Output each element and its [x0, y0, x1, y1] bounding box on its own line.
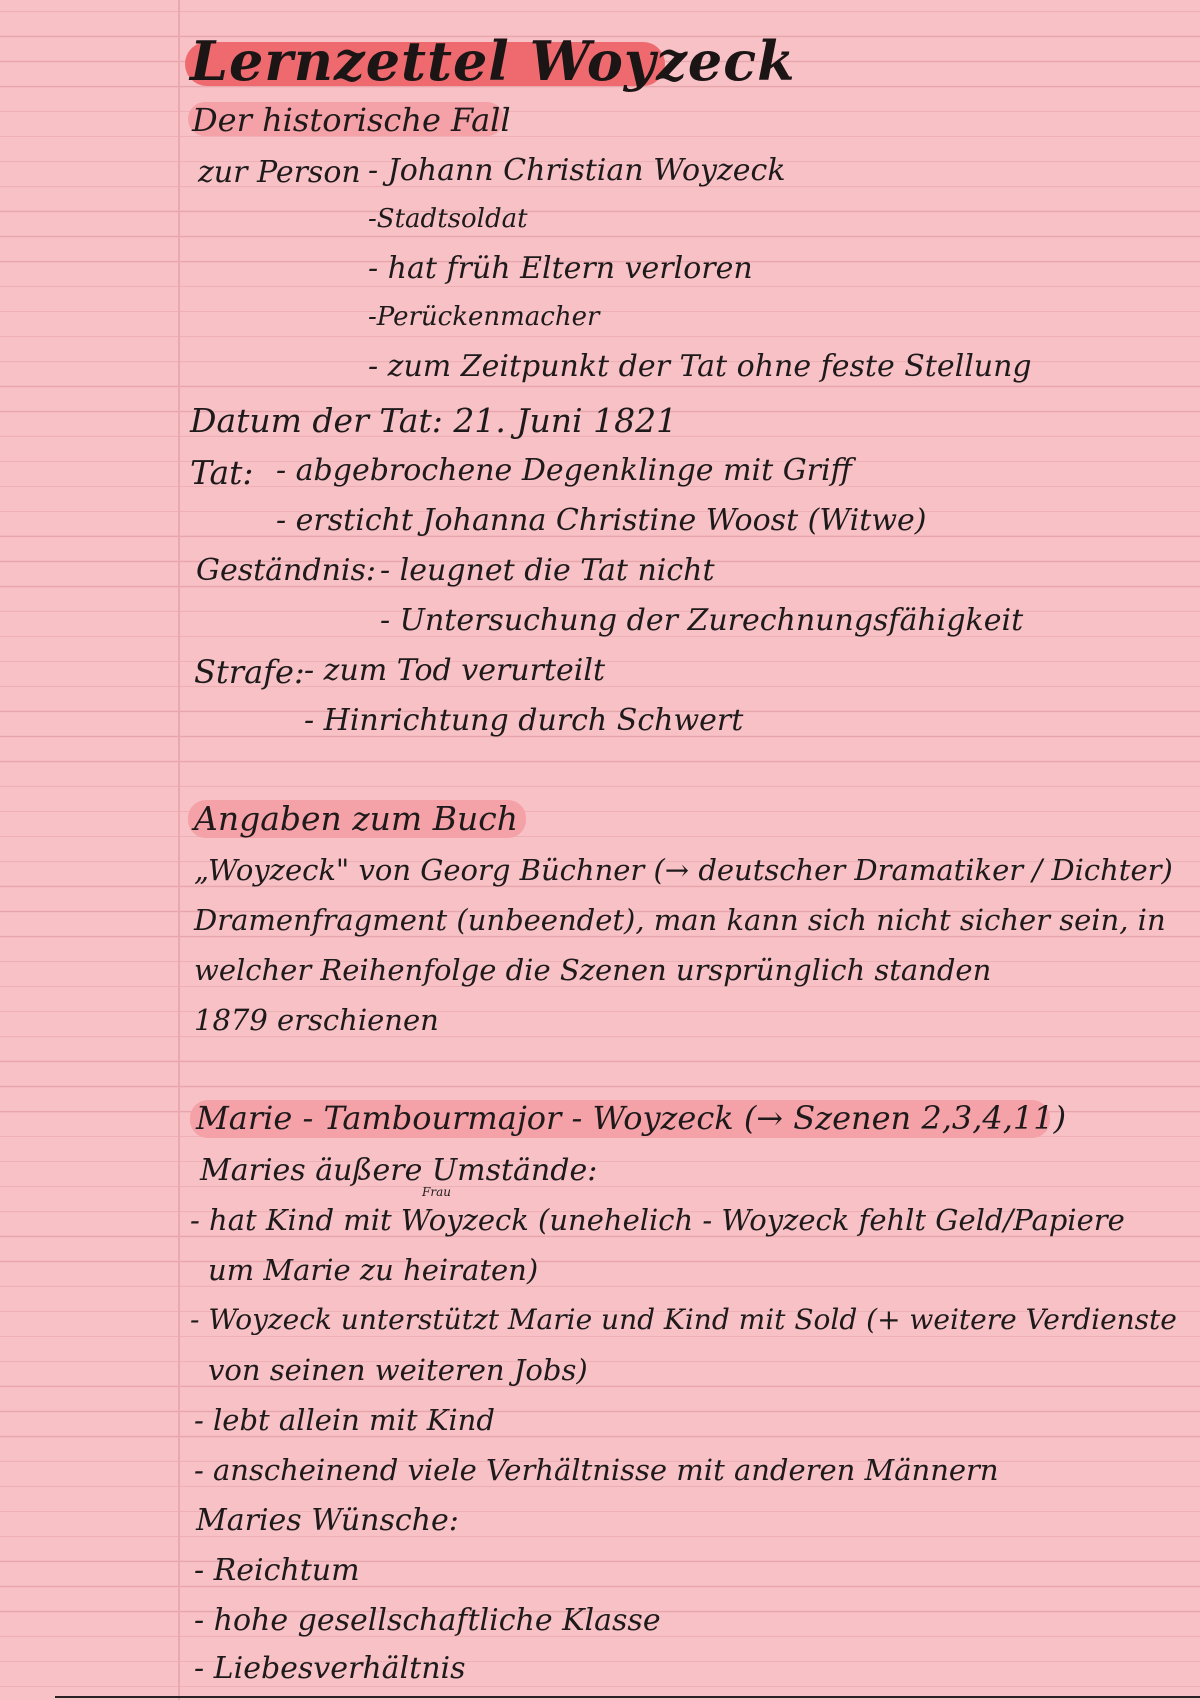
circumstance-line: - lebt allein mit Kind: [194, 1403, 495, 1437]
tat-label: Tat:: [190, 453, 254, 492]
book-line: Dramenfragment (unbeendet), man kann sich nicht sicher sein, in: [194, 903, 1166, 937]
person-item: - Johann Christian Woyzeck: [368, 153, 786, 188]
strafe-label: Strafe:: [194, 653, 305, 691]
wishes-heading: Maries Wünsche:: [196, 1503, 459, 1538]
person-item: - hat früh Eltern verloren: [368, 251, 753, 286]
gestaendnis-item: - leugnet die Tat nicht: [380, 553, 715, 588]
strafe-item: - zum Tod verurteilt: [304, 653, 606, 688]
wish-line: - Reichtum: [194, 1553, 360, 1588]
book-line: welcher Reihenfolge die Szenen ursprünglich standen: [194, 953, 992, 987]
circumstances-heading: Maries äußere Umstände:: [200, 1153, 598, 1188]
circumstance-line: von seinen weiteren Jobs): [208, 1353, 588, 1387]
wish-line: - hohe gesellschaftliche Klasse: [194, 1603, 661, 1638]
date-line: Datum der Tat: 21. Juni 1821: [190, 401, 678, 440]
page-title: Lernzettel Woyzeck: [190, 29, 796, 93]
strafe-item: - Hinrichtung durch Schwert: [304, 703, 744, 738]
circumstance-line: - hat Kind mit Woyzeck (unehelich - Woyzeck fehlt Geld/Papiere: [190, 1203, 1125, 1237]
book-line: 1879 erschienen: [194, 1003, 439, 1037]
circumstance-line: um Marie zu heiraten): [208, 1253, 539, 1287]
tat-item: - ersticht Johanna Christine Woost (Witwe): [276, 503, 927, 538]
circumstance-line: - Woyzeck unterstützt Marie und Kind mit Sold (+ weitere Verdienste: [190, 1303, 1177, 1336]
circumstance-line: - anscheinend viele Verhältnisse mit anderen Männern: [194, 1453, 999, 1487]
person-item: - zum Zeitpunkt der Tat ohne feste Stellung: [368, 349, 1032, 384]
section3-heading: Marie - Tambourmajor - Woyzeck (→ Szenen 2,3,4,11): [196, 1099, 1067, 1137]
tat-item: - abgebrochene Degenklinge mit Griff: [276, 453, 852, 488]
person-label: zur Person: [198, 155, 361, 190]
person-item: -Perückenmacher: [368, 302, 600, 332]
section2-heading: Angaben zum Buch: [194, 799, 518, 838]
section1-heading: Der historische Fall: [192, 101, 511, 139]
gestaendnis-item: - Untersuchung der Zurechnungsfähigkeit: [380, 603, 1024, 638]
above-line-note: Frau: [422, 1185, 451, 1199]
book-line: „Woyzeck" von Georg Büchner (→ deutscher Dramatiker / Dichter): [194, 853, 1173, 887]
wish-line: - Liebesverhältnis: [194, 1651, 466, 1686]
bottom-border-line: [55, 1696, 1200, 1698]
person-item: -Stadtsoldat: [368, 204, 528, 234]
gestaendnis-label: Geständnis:: [196, 553, 376, 588]
